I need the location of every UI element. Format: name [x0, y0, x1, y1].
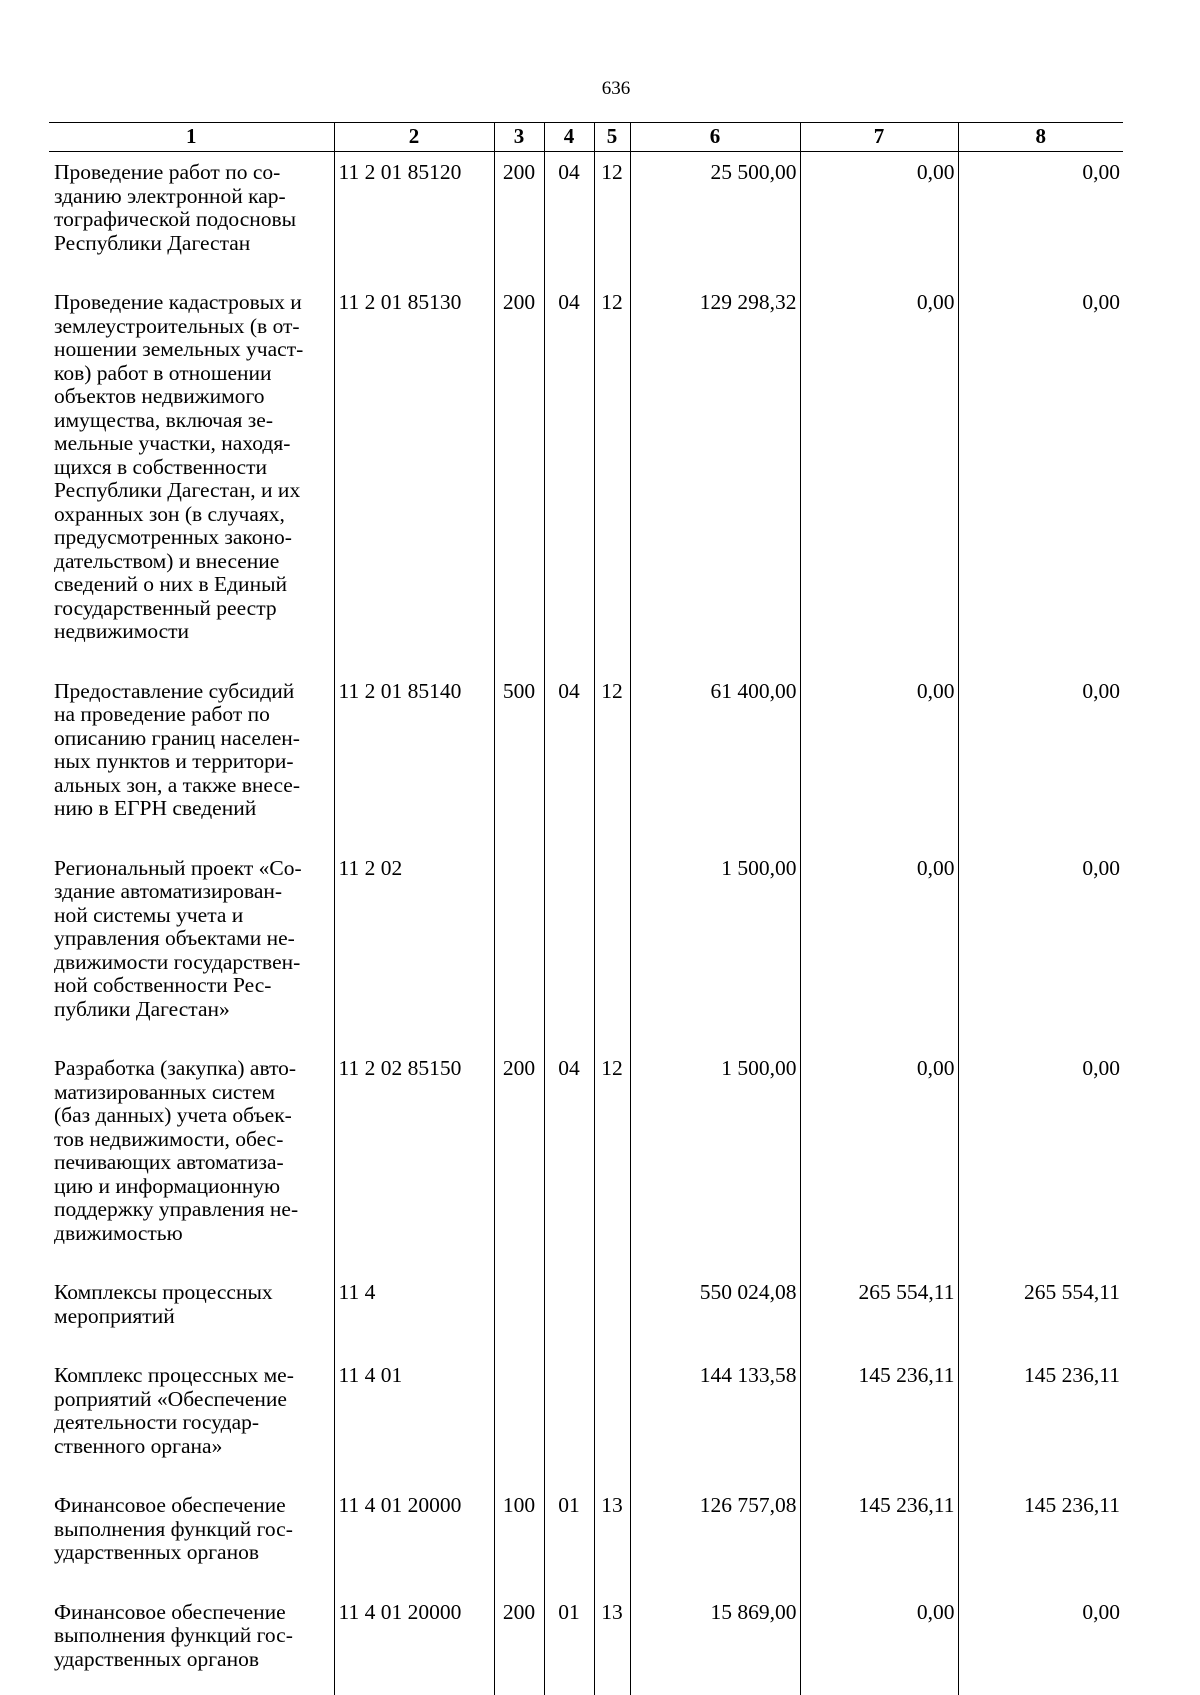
row-col8-amount	[958, 1045, 1123, 1269]
row-name	[49, 668, 334, 845]
row-col6-amount	[630, 1045, 800, 1269]
column-header: 3	[494, 123, 544, 152]
row-col6-amount	[630, 1352, 800, 1482]
row-col3	[494, 1269, 544, 1352]
column-header: 4	[544, 123, 594, 152]
row-code	[334, 668, 494, 845]
row-col4-text: 01	[547, 1601, 592, 1625]
row-col3	[494, 1045, 544, 1269]
row-col7-amount-text: 145 236,11	[805, 1364, 955, 1388]
table-row	[49, 1482, 1123, 1589]
row-code	[334, 1482, 494, 1589]
column-header: 8	[958, 123, 1123, 152]
row-code	[334, 279, 494, 668]
page-number: 636	[0, 78, 1200, 100]
row-col6-amount	[630, 668, 800, 845]
row-code-text: 11 2 02	[339, 857, 492, 881]
table-row	[49, 845, 1123, 1046]
row-col6-amount	[630, 1269, 800, 1352]
row-col5	[594, 1589, 630, 1695]
row-col4-text: 04	[547, 1057, 592, 1081]
row-col8-amount	[958, 668, 1123, 845]
row-code	[334, 1045, 494, 1269]
row-col3	[494, 1352, 544, 1482]
row-col7-amount-text: 145 236,11	[805, 1494, 955, 1518]
row-col8-amount-text: 0,00	[963, 680, 1121, 704]
row-col4-text: 04	[547, 680, 592, 704]
row-col7-amount-text: 0,00	[805, 1601, 955, 1625]
row-col5	[594, 1352, 630, 1482]
budget-table	[49, 122, 1123, 1695]
row-col6-amount	[630, 1482, 800, 1589]
row-code-text: 11 2 01 85130	[339, 291, 492, 315]
row-name	[49, 1045, 334, 1269]
row-code-text: 11 4 01	[339, 1364, 492, 1388]
row-col4	[544, 1589, 594, 1695]
table-row	[49, 1352, 1123, 1482]
row-col5-text: 12	[597, 291, 628, 315]
row-col7-amount	[800, 152, 958, 280]
row-col4	[544, 152, 594, 280]
row-col6-amount-text: 1 500,00	[635, 857, 797, 881]
row-code-text: 11 2 01 85140	[339, 680, 492, 704]
row-col5	[594, 1269, 630, 1352]
row-col3-text: 100	[497, 1494, 542, 1518]
column-header: 2	[334, 123, 494, 152]
row-col4	[544, 1352, 594, 1482]
row-col4-text: 01	[547, 1494, 592, 1518]
row-name	[49, 1589, 334, 1695]
row-col3-text: 200	[497, 1601, 542, 1625]
row-code-text: 11 2 02 85150	[339, 1057, 492, 1081]
row-col8-amount	[958, 1589, 1123, 1695]
row-col8-amount	[958, 1269, 1123, 1352]
row-col3	[494, 152, 544, 280]
row-col3	[494, 1589, 544, 1695]
row-col3	[494, 279, 544, 668]
row-col8-amount	[958, 845, 1123, 1046]
row-name-text: Финансовое обеспечение выполнения функций гос- ударственных органов	[54, 1601, 332, 1672]
column-header: 1	[49, 123, 334, 152]
row-col5-text: 13	[597, 1494, 628, 1518]
row-name-text: Комплекс процессных ме- роприятий «Обеспечение деятельности государ- ственного органа»	[54, 1364, 332, 1458]
row-name-text: Проведение работ по со- зданию электронной кар- тографической подосновы Республики Дагестан	[54, 161, 332, 255]
row-name-text: Комплексы процессных мероприятий	[54, 1281, 332, 1328]
row-col7-amount	[800, 1589, 958, 1695]
row-col7-amount-text: 0,00	[805, 291, 955, 315]
column-header: 7	[800, 123, 958, 152]
row-col8-amount-text: 265 554,11	[963, 1281, 1121, 1305]
row-code	[334, 1589, 494, 1695]
row-col4	[544, 1482, 594, 1589]
row-name-text: Разработка (закупка) авто- матизированных систем (баз данных) учета объек- тов недвижимости, обес- печивающих автоматиза- цию и информационную поддержку управления не- движимостью	[54, 1057, 332, 1245]
row-col3	[494, 845, 544, 1046]
row-col7-amount	[800, 1482, 958, 1589]
table-row	[49, 279, 1123, 668]
row-col7-amount	[800, 1269, 958, 1352]
row-col7-amount	[800, 845, 958, 1046]
row-col3	[494, 1482, 544, 1589]
row-col8-amount	[958, 1482, 1123, 1589]
row-col4	[544, 279, 594, 668]
row-col6-amount-text: 129 298,32	[635, 291, 797, 315]
row-col7-amount	[800, 668, 958, 845]
table-row	[49, 1269, 1123, 1352]
row-name	[49, 152, 334, 280]
row-col5-text: 13	[597, 1601, 628, 1625]
row-col5-text: 12	[597, 1057, 628, 1081]
row-col8-amount-text: 145 236,11	[963, 1364, 1121, 1388]
row-col8-amount-text: 0,00	[963, 857, 1121, 881]
row-col7-amount-text: 0,00	[805, 1057, 955, 1081]
row-col6-amount	[630, 152, 800, 280]
row-col5	[594, 1482, 630, 1589]
row-col7-amount-text: 0,00	[805, 161, 955, 185]
table-row	[49, 1045, 1123, 1269]
table-row	[49, 152, 1123, 280]
row-col8-amount	[958, 152, 1123, 280]
row-col6-amount-text: 550 024,08	[635, 1281, 797, 1305]
row-col6-amount-text: 25 500,00	[635, 161, 797, 185]
table-row	[49, 1589, 1123, 1695]
row-code	[334, 152, 494, 280]
row-col6-amount-text: 61 400,00	[635, 680, 797, 704]
row-col3	[494, 668, 544, 845]
row-col8-amount-text: 145 236,11	[963, 1494, 1121, 1518]
row-code-text: 11 4	[339, 1281, 492, 1305]
row-col8-amount	[958, 279, 1123, 668]
header-row	[49, 123, 1123, 152]
row-col3-text: 200	[497, 291, 542, 315]
column-header: 6	[630, 123, 800, 152]
row-col5	[594, 279, 630, 668]
row-col8-amount-text: 0,00	[963, 161, 1121, 185]
row-name-text: Региональный проект «Со- здание автоматизирован- ной системы учета и управления объектами не- движимости государствен- ной собственности Рес- публики Дагестан»	[54, 857, 332, 1022]
row-name-text: Предоставление субсидий на проведение работ по описанию границ населен- ных пунктов и территори- альных зон, а также внесе- нию в ЕГРН сведений	[54, 680, 332, 821]
row-code	[334, 1352, 494, 1482]
row-code-text: 11 2 01 85120	[339, 161, 492, 185]
row-name	[49, 1482, 334, 1589]
row-name	[49, 845, 334, 1046]
row-col7-amount	[800, 279, 958, 668]
row-col6-amount-text: 1 500,00	[635, 1057, 797, 1081]
row-col7-amount-text: 0,00	[805, 680, 955, 704]
row-col5	[594, 1045, 630, 1269]
row-col8-amount-text: 0,00	[963, 291, 1121, 315]
row-name-text: Проведение кадастровых и землеустроительных (в от- ношении земельных участ- ков) работ в отношении объектов недвижимого имущества, включая зе- мельные участки, находя- щихся в собственности Республики Дагестан, и их охранных зон (в случаях, предусмотренных законо- дательством) и внесение сведений о них в Единый государственный реестр недвижимости	[54, 291, 332, 644]
row-col8-amount-text: 0,00	[963, 1057, 1121, 1081]
row-col4	[544, 668, 594, 845]
row-col4	[544, 1045, 594, 1269]
column-header: 5	[594, 123, 630, 152]
row-code	[334, 845, 494, 1046]
row-name-text: Финансовое обеспечение выполнения функций гос- ударственных органов	[54, 1494, 332, 1565]
row-col7-amount	[800, 1045, 958, 1269]
row-col3-text: 200	[497, 1057, 542, 1081]
row-col5-text: 12	[597, 680, 628, 704]
row-col6-amount-text: 144 133,58	[635, 1364, 797, 1388]
row-code-text: 11 4 01 20000	[339, 1601, 492, 1625]
row-col7-amount-text: 0,00	[805, 857, 955, 881]
row-col5	[594, 152, 630, 280]
row-col3-text: 200	[497, 161, 542, 185]
row-col6-amount-text: 15 869,00	[635, 1601, 797, 1625]
row-col6-amount	[630, 845, 800, 1046]
row-col6-amount-text: 126 757,08	[635, 1494, 797, 1518]
row-col4	[544, 845, 594, 1046]
row-name	[49, 279, 334, 668]
row-code-text: 11 4 01 20000	[339, 1494, 492, 1518]
row-col8-amount	[958, 1352, 1123, 1482]
row-col4	[544, 1269, 594, 1352]
row-col6-amount	[630, 279, 800, 668]
row-col6-amount	[630, 1589, 800, 1695]
row-col3-text: 500	[497, 680, 542, 704]
row-code	[334, 1269, 494, 1352]
row-col5	[594, 668, 630, 845]
row-col4-text: 04	[547, 161, 592, 185]
row-col4-text: 04	[547, 291, 592, 315]
row-col7-amount-text: 265 554,11	[805, 1281, 955, 1305]
row-col5	[594, 845, 630, 1046]
row-name	[49, 1269, 334, 1352]
row-col5-text: 12	[597, 161, 628, 185]
row-col8-amount-text: 0,00	[963, 1601, 1121, 1625]
row-name	[49, 1352, 334, 1482]
table-row	[49, 668, 1123, 845]
row-col7-amount	[800, 1352, 958, 1482]
